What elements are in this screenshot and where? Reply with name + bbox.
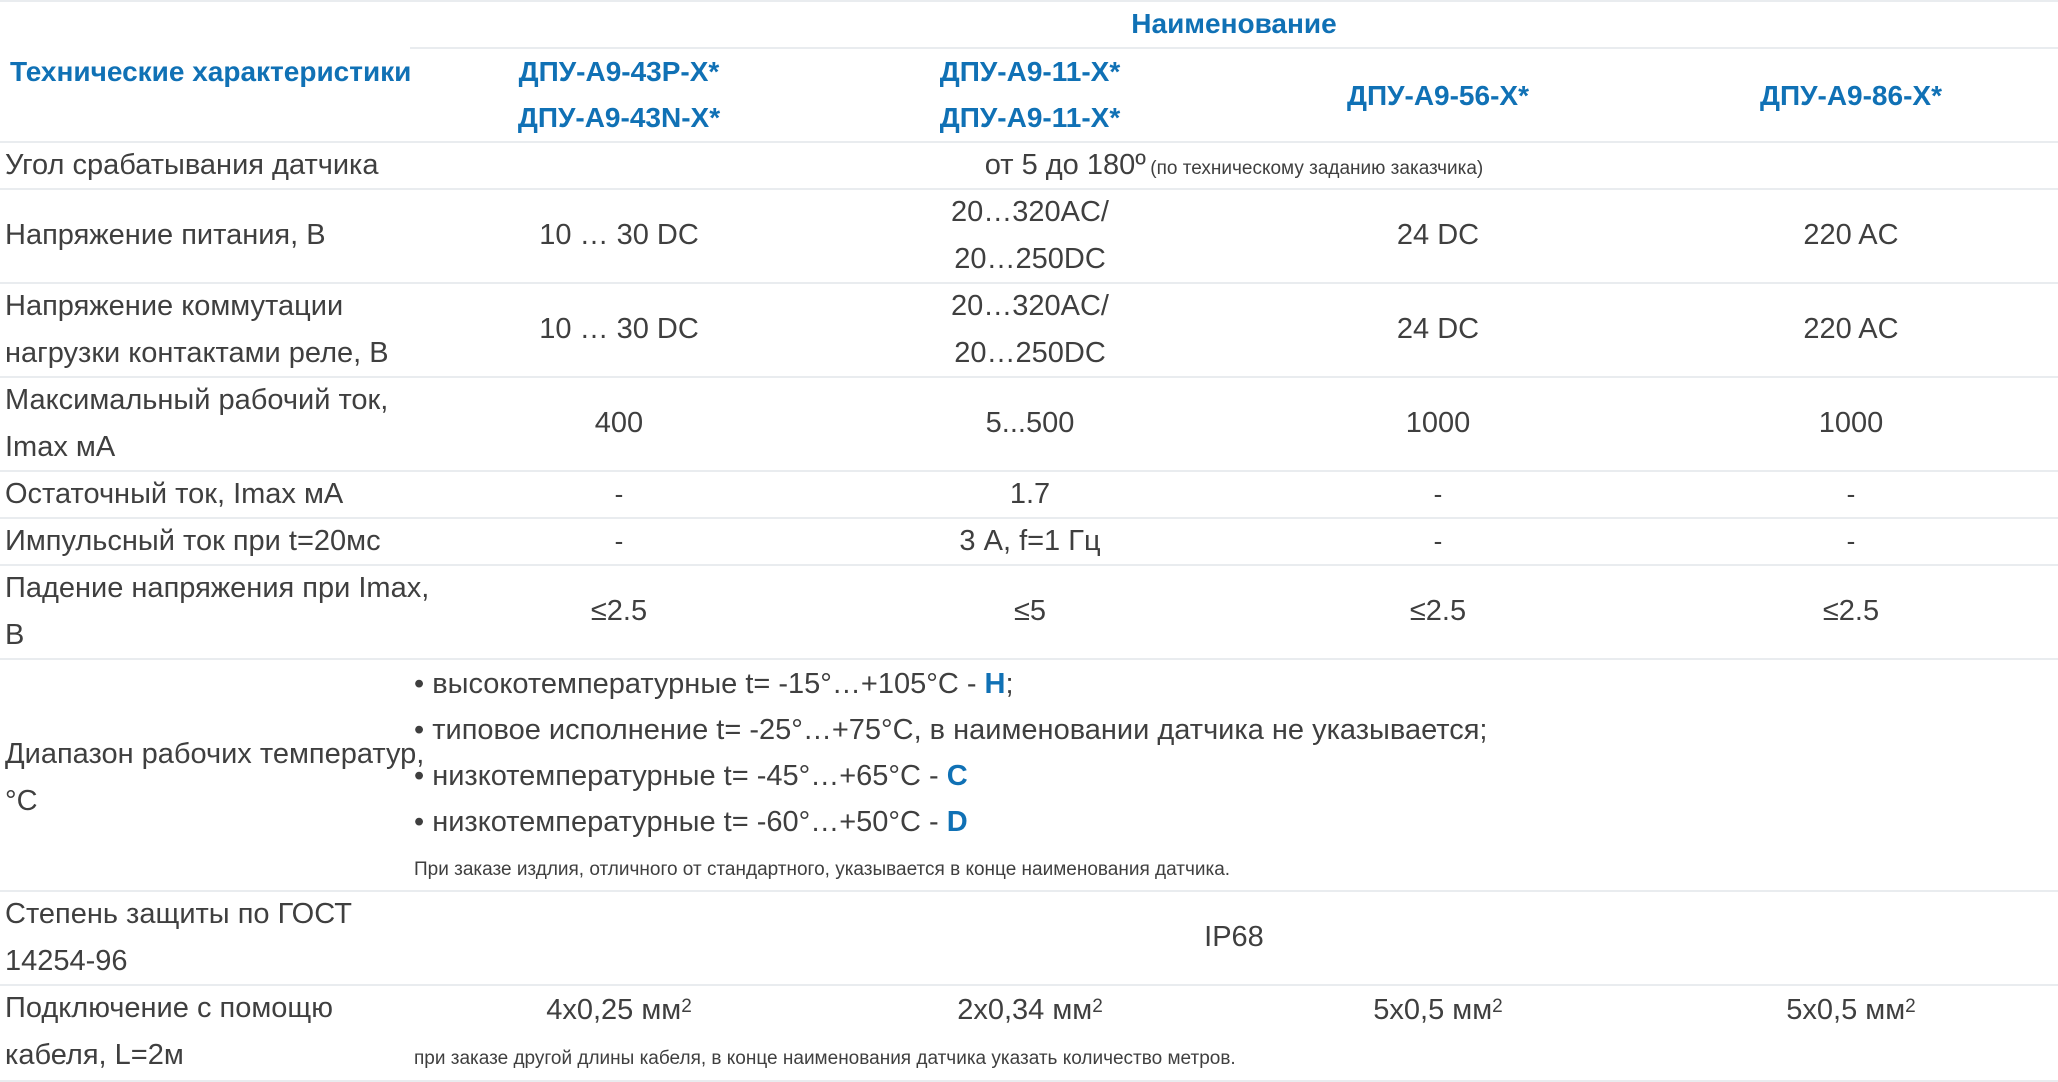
cable-note: при заказе другой длины кабеля, в конце наименования датчика указать количество метров. bbox=[414, 1048, 1236, 1069]
row-divider bbox=[0, 0, 2058, 2]
temp-item-low-d bbox=[414, 799, 968, 845]
temp-code-h: H bbox=[984, 668, 1006, 700]
cable-c2-text: 2х0,34 мм bbox=[957, 994, 1093, 1026]
switching-c2a: 20…320AC/ bbox=[951, 290, 1109, 322]
row-label-protection-2: 14254-96 bbox=[5, 945, 128, 977]
max-current-c4: 1000 bbox=[1818, 407, 1884, 439]
header-model-2a: ДПУ-А9-11-Х* bbox=[939, 56, 1121, 87]
switching-c2b: 20…250DC bbox=[954, 337, 1106, 369]
residual-c1: - bbox=[614, 479, 624, 509]
drop-c1: ≤2.5 bbox=[590, 595, 648, 627]
supply-c2a: 20…320AC/ bbox=[951, 196, 1109, 228]
temp-item-high bbox=[414, 661, 1014, 707]
drop-c4: ≤2.5 bbox=[1822, 595, 1880, 627]
temp-code-c: С bbox=[946, 760, 968, 792]
cable-c2-sup: 2 bbox=[1092, 996, 1103, 1017]
header-model-4: ДПУ-А9-86-Х* bbox=[1760, 80, 1942, 111]
cable-c3-text: 5х0,5 мм bbox=[1373, 994, 1493, 1026]
row-label-max-current-2: Imax мА bbox=[5, 431, 116, 463]
cable-c4-sup: 2 bbox=[1905, 996, 1916, 1017]
pulse-c4: - bbox=[1846, 526, 1856, 556]
drop-c2: ≤5 bbox=[1013, 595, 1047, 627]
temp-item-text: • низкотемпературные t= -45°…+65°С - bbox=[414, 760, 947, 792]
temp-item-text: • высокотемпературные t= -15°…+105°С - bbox=[414, 668, 985, 700]
temp-item-standard bbox=[414, 707, 1487, 753]
angle-range: от 5 до 180º bbox=[984, 149, 1146, 181]
cable-c1-sup: 2 bbox=[681, 996, 692, 1017]
row-label-drop-2: В bbox=[5, 619, 25, 651]
header-model-3: ДПУ-А9-56-Х* bbox=[1347, 80, 1529, 111]
pulse-c2: 3 А, f=1 Гц bbox=[959, 525, 1101, 557]
row-label-temp-2: °С bbox=[5, 785, 38, 817]
cable-c4 bbox=[1644, 987, 2058, 1034]
row-divider bbox=[0, 658, 2058, 660]
drop-c3: ≤2.5 bbox=[1409, 595, 1467, 627]
switching-c3: 24 DC bbox=[1396, 313, 1480, 345]
protection-value: IP68 bbox=[1204, 921, 1264, 953]
cable-c4-text: 5х0,5 мм bbox=[1786, 994, 1906, 1026]
temp-item-text: • низкотемпературные t= -60°…+50°С - bbox=[414, 806, 947, 838]
supply-c2b: 20…250DC bbox=[954, 243, 1106, 275]
residual-c3: - bbox=[1433, 479, 1443, 509]
temp-note: При заказе издлия, отличного от стандартного, указывается в конце наименования датчика. bbox=[414, 859, 1231, 880]
row-label-protection-1: Степень защиты по ГОСТ bbox=[5, 898, 352, 930]
temp-code-d: D bbox=[946, 806, 968, 838]
max-current-c2: 5...500 bbox=[985, 407, 1075, 439]
angle-value bbox=[410, 142, 2058, 193]
row-label-switching-1: Напряжение коммутации bbox=[5, 290, 344, 322]
temp-item-text: • типовое исполнение t= -25°…+75°С, в наименовании датчика не указывается; bbox=[414, 714, 1488, 746]
switching-c4: 220 AC bbox=[1803, 313, 1899, 345]
max-current-c3: 1000 bbox=[1405, 407, 1471, 439]
header-model-1b: ДПУ-А9-43N-Х* bbox=[517, 102, 721, 133]
supply-c4: 220 AC bbox=[1803, 219, 1899, 251]
temp-item-low-c bbox=[414, 753, 968, 799]
row-label-max-current-1: Максимальный рабочий ток, bbox=[5, 384, 389, 416]
row-label-cable-1: Подключение с помощю bbox=[5, 992, 334, 1024]
cable-c2 bbox=[828, 987, 1232, 1034]
pulse-c3: - bbox=[1433, 526, 1443, 556]
row-label-cable-2: кабеля, L=2м bbox=[5, 1039, 184, 1071]
header-spec-column: Технические характеристики bbox=[10, 56, 412, 87]
header-model-2b: ДПУ-А9-11-Х* bbox=[939, 102, 1121, 133]
cable-c3-sup: 2 bbox=[1492, 996, 1503, 1017]
row-label-drop-1: Падение напряжения при Imax, bbox=[5, 572, 430, 604]
row-label-temp-1: Диапазон рабочих температур, bbox=[5, 738, 425, 770]
row-divider bbox=[410, 47, 2058, 49]
row-label-pulse: Импульсный ток при t=20мс bbox=[5, 525, 381, 557]
row-label-residual: Остаточный ток, Imax мА bbox=[5, 478, 344, 510]
cable-c1 bbox=[410, 987, 828, 1034]
pulse-c1: - bbox=[614, 526, 624, 556]
residual-c2: 1.7 bbox=[1009, 478, 1051, 510]
row-label-switching-2: нагрузки контактами реле, В bbox=[5, 337, 389, 369]
row-label-supply: Напряжение питания, В bbox=[5, 219, 326, 251]
cable-c1-text: 4х0,25 мм bbox=[546, 994, 682, 1026]
row-label-angle: Угол срабатывания датчика bbox=[5, 149, 379, 181]
supply-c1: 10 … 30 DC bbox=[539, 219, 699, 251]
header-model-1a: ДПУ-А9-43Р-Х* bbox=[518, 56, 720, 87]
switching-c1: 10 … 30 DC bbox=[539, 313, 699, 345]
temp-item-tail: ; bbox=[1005, 668, 1014, 700]
residual-c4: - bbox=[1846, 479, 1856, 509]
angle-note: (по техническому заданию заказчика) bbox=[1150, 158, 1484, 179]
supply-c3: 24 DC bbox=[1396, 219, 1480, 251]
header-group-title: Наименование bbox=[1131, 8, 1337, 39]
max-current-c1: 400 bbox=[594, 407, 644, 439]
cable-c3 bbox=[1232, 987, 1644, 1034]
